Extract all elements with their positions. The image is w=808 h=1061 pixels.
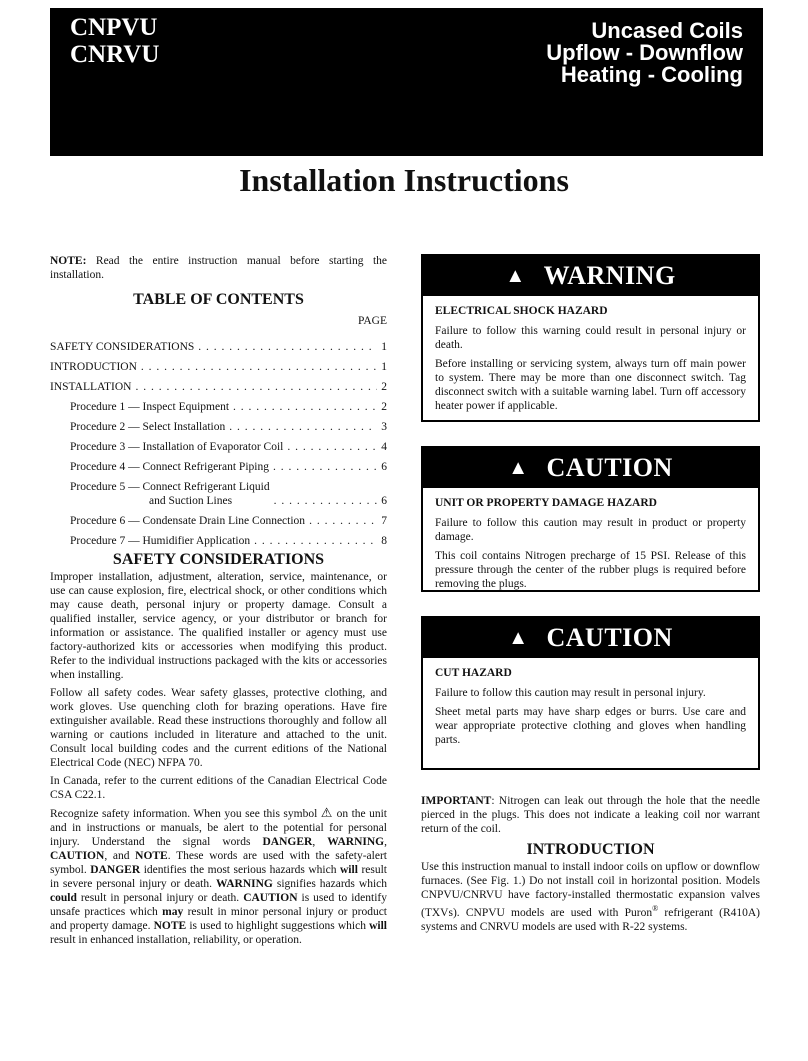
toc-entry-label-line: Procedure 5 — Connect Refrigerant Liquid: [70, 481, 270, 493]
toc-page-header: PAGE: [358, 315, 387, 327]
toc-entry-page: 1: [381, 361, 387, 373]
warning-triangle-icon: ▲: [505, 265, 526, 287]
document-title: Installation Instructions: [239, 162, 569, 198]
caution-header: [423, 618, 758, 658]
header-banner: [50, 8, 763, 156]
toc-entry-label: Procedure 1 — Inspect Equipment: [70, 401, 230, 413]
install-note: [50, 254, 387, 282]
toc-entry-label: [70, 480, 270, 508]
important-text: : Nitrogen can leak out through the hole that the needle pierced in the plugs. This does not indicate a leaking coil nor warrant return of the coil.: [421, 795, 760, 835]
toc-entry-label: Procedure 6 — Condensate Drain Line Connection: [70, 515, 306, 527]
safety-heading: SAFETY CONSIDERATIONS: [112, 551, 325, 568]
safety-paragraph: Improper installation, adjustment, alteration, service, maintenance, or use can cause explosion, fire, electrical shock, or other conditions which may cause death, personal injury or property damage. Consult a qualified installer, service agency, or your distributor or branch for information or assistance. The qualified installer or agency must use factory-authorized kits or accessories when modifying this product. Refer to the individual instructions packaged with the kits or accessories when installing.: [50, 571, 387, 681]
safety-paragraph: In Canada, refer to the current editions of the Canadian Electrical Code CSA C22.1.: [50, 775, 387, 801]
note-label: NOTE:: [50, 255, 87, 267]
safety-paragraph: Follow all safety codes. Wear safety glasses, protective clothing, and work gloves. Use quenching cloth for brazing operations. Have fire extinguisher available. Read these instructions thoroughly and follow all warning or cautions included in literature and attached to the unit. Consult local building codes and the current editions of the National Electrical Code (NEC) NFPA 70.: [50, 687, 387, 769]
caution-triangle-icon: ▲: [508, 627, 529, 649]
toc-heading: TABLE OF CONTENTS: [133, 291, 304, 308]
warning-box: [421, 254, 760, 422]
note-text: Read the entire instruction manual before starting the installation.: [50, 255, 387, 281]
caution-text: Sheet metal parts may have sharp edges or burrs. Use care and wear appropriate protective clothing and gloves when handling parts.: [435, 706, 746, 746]
important-note: [421, 794, 760, 836]
caution-box-property: [421, 446, 760, 592]
toc-entry[interactable]: [50, 414, 387, 434]
caution-box-cut: [421, 616, 760, 770]
toc-entry-page: 3: [381, 421, 387, 433]
product-type-line: Heating - Cooling: [560, 62, 743, 87]
toc-entry[interactable]: [50, 508, 387, 528]
product-type-line: Upflow - Downflow: [546, 40, 743, 65]
left-column: [50, 254, 387, 951]
toc-entry-label: Procedure 3 — Installation of Evaporator Coil: [70, 441, 284, 453]
toc-entry-page: 6: [381, 495, 387, 507]
model-number: CNPVU: [70, 14, 158, 41]
toc-entry-label: SAFETY CONSIDERATIONS: [50, 341, 195, 353]
warning-text: Before installing or servicing system, always turn off main power to system. There may be more than one disconnect switch. Tag disconnect switch with a suitable warning label. Turn off accessory heater power if applicable.: [435, 358, 746, 412]
toc-entry-label: Procedure 2 — Select Installation: [70, 421, 226, 433]
toc-entry[interactable]: [50, 394, 387, 414]
toc-entry-page: 6: [381, 461, 387, 473]
caution-header: [423, 448, 758, 488]
introduction-paragraph: Use this instruction manual to install indoor coils on upflow or downflow furnaces. (See Fig. 1.) Do not install coil in horizontal position. Models CNPVU/CNRVU have factory-installed thermostatic expansion valves (TXVs). CNPVU models are used with Puron® refrigerant (R410A) systems and CNRVU models are used with R-22 systems.: [421, 861, 760, 933]
model-numbers: [70, 14, 159, 68]
caution-triangle-icon: ▲: [508, 457, 529, 479]
toc-entry-page: 8: [381, 535, 387, 547]
toc-entry-page: 1: [381, 341, 387, 353]
safety-alert-icon: ⚠: [320, 805, 334, 820]
toc-entry-page: 2: [381, 381, 387, 393]
toc-entry[interactable]: [50, 474, 387, 508]
toc-entry-page: 4: [381, 441, 387, 453]
caution-hazard: CUT HAZARD: [435, 667, 512, 679]
toc-entry[interactable]: [50, 334, 387, 354]
toc-entry[interactable]: [50, 434, 387, 454]
warning-text: Failure to follow this warning could result in personal injury or death.: [435, 325, 746, 351]
toc-entry-label: INTRODUCTION: [50, 361, 137, 373]
model-number: CNRVU: [70, 41, 160, 68]
caution-title: CAUTION: [546, 623, 673, 652]
toc-entry-label-line: and Suction Lines: [149, 495, 233, 507]
toc-entry-page: 2: [381, 401, 387, 413]
caution-text: Failure to follow this caution may result in personal injury.: [435, 687, 706, 699]
product-type-line: Uncased Coils: [591, 18, 743, 43]
product-types: [546, 20, 743, 86]
warning-header: [423, 256, 758, 296]
caution-title: CAUTION: [546, 453, 673, 482]
introduction-heading: INTRODUCTION: [526, 841, 655, 858]
toc-entry[interactable]: [50, 528, 387, 548]
warning-title: WARNING: [543, 261, 676, 290]
toc-entry-label: Procedure 4 — Connect Refrigerant Piping: [70, 461, 269, 473]
caution-text: Failure to follow this caution may result in product or property damage.: [435, 517, 746, 543]
toc-entry[interactable]: [50, 454, 387, 474]
warning-hazard: ELECTRICAL SHOCK HAZARD: [435, 305, 608, 317]
caution-hazard: UNIT OR PROPERTY DAMAGE HAZARD: [435, 497, 657, 509]
toc-entry-label: Procedure 7 — Humidifier Application: [70, 535, 251, 547]
toc-entry[interactable]: [50, 354, 387, 374]
safety-signal-words-paragraph: Recognize safety information. When you see this symbol ⚠ on the unit and in instructions or manuals, be alert to the potential for personal injury. Understand the signal words DANGER, WARNING, CAUTION, and NOTE. These words are used with the safety-alert symbol. DANGER identifies the most serious hazards which will result in severe personal injury or death. WARNING signifies hazards which could result in personal injury or death. CAUTION is used to identify unsafe practices which may result in minor personal injury or product and property damage. NOTE is used to highlight suggestions which will result in enhanced installation, reliability, or operation.: [50, 805, 388, 946]
important-label: IMPORTANT: [421, 795, 492, 807]
toc-entry-page: 7: [381, 515, 387, 527]
table-of-contents: [50, 334, 387, 548]
toc-entry[interactable]: [50, 374, 387, 394]
toc-entry-label: INSTALLATION: [50, 381, 132, 393]
caution-text: This coil contains Nitrogen precharge of 15 PSI. Release of this pressure through the center of the rubber plugs is required before removing the plugs.: [435, 550, 746, 590]
